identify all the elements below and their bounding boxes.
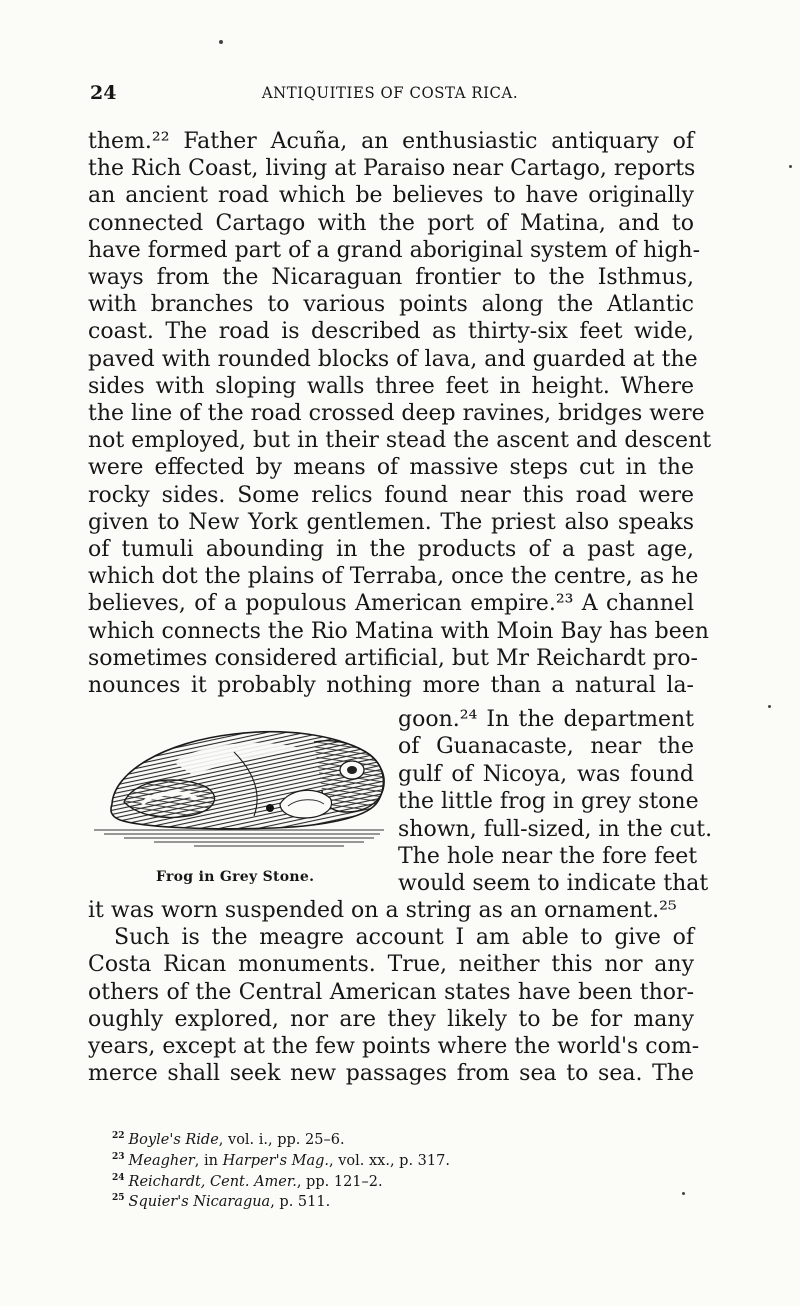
footnote-number: 24: [112, 1172, 125, 1183]
body-text: [88, 128, 712, 699]
text-line: The hole near the fore feet: [398, 844, 698, 870]
text-line: gulf of Nicoya, was found: [398, 761, 694, 787]
footnotes: [112, 1128, 632, 1211]
running-head: ANTIQUITIES OF COSTA RICA.: [261, 84, 519, 102]
text-line: given to New York gentlemen. The priest also speaks: [88, 509, 694, 535]
text-line: were effected by means of massive steps cut in the: [88, 455, 694, 481]
wrapped-text: [398, 706, 713, 898]
text-line: years, except at the few points where the world's com-: [88, 1034, 700, 1060]
text-line: of tumuli abounding in the products of a past age,: [88, 537, 694, 563]
footnote-number: 25: [112, 1193, 125, 1204]
text-line: Such is the meagre account I am able to give of: [114, 925, 694, 951]
text-line: the line of the road crossed deep ravines, bridges were: [88, 401, 705, 427]
text-line: oughly explored, nor are they likely to be for many: [88, 1006, 694, 1032]
text-line: of Guanacaste, near the: [398, 734, 694, 760]
page-number: 24: [90, 82, 117, 104]
page-header: [90, 82, 690, 112]
footnote-work: Squier's Nicaragua: [128, 1194, 271, 1211]
text-line: others of the Central American states have been thor-: [88, 979, 694, 1005]
text-line: Costa Rican monuments. True, neither this nor any: [88, 952, 694, 978]
text-line: an ancient road which be believes to have originally: [88, 183, 694, 209]
footnote: [112, 1190, 632, 1211]
text-line: which dot the plains of Terraba, once the centre, as he: [88, 564, 699, 590]
text-line: sides with sloping walls three feet in height. Where: [88, 373, 694, 399]
text-line: rocky sides. Some relics found near this road were: [88, 482, 694, 508]
text-line: sometimes considered artificial, but Mr Reichardt pro-: [88, 645, 698, 671]
text-line: paved with rounded blocks of lava, and guarded at the: [88, 346, 698, 372]
footnote-text: , p. 511.: [270, 1194, 331, 1211]
text-line: merce shall seek new passages from sea to sea. The: [88, 1061, 694, 1087]
footnote: [112, 1149, 632, 1170]
footnote-work: Reichardt, Cent. Amer.: [128, 1173, 297, 1190]
text-line: it was worn suspended on a string as an ornament.²⁵: [88, 898, 677, 923]
print-speck: [219, 40, 223, 44]
text-line: which connects the Rio Matina with Moin Bay has been: [88, 618, 709, 644]
footnote: [112, 1128, 632, 1149]
figure-frog: [84, 712, 392, 892]
text-line: with branches to various points along the Atlantic: [88, 292, 694, 318]
text-line: would seem to indicate that: [398, 871, 709, 897]
text-line: them.²² Father Acuña, an enthusiastic antiquary of: [88, 129, 694, 154]
footnote-work: Boyle's Ride: [128, 1131, 219, 1148]
text-line: not employed, but in their stead the ascent and descent: [88, 428, 712, 454]
footnote-number: 22: [112, 1131, 125, 1141]
text-line: have formed part of a grand aboriginal system of high-: [88, 237, 701, 263]
text-line: the little frog in grey stone: [398, 789, 699, 815]
text-line: ways from the Nicaraguan frontier to the Isthmus,: [88, 265, 694, 291]
print-speck: [682, 1192, 685, 1195]
text-line: shown, full-sized, in the cut.: [398, 816, 713, 842]
footnote: [112, 1170, 632, 1191]
text-line: goon.²⁴ In the department: [398, 707, 694, 732]
frog-engraving: [84, 712, 392, 862]
text-line: coast. The road is described as thirty-six feet wide,: [88, 319, 694, 345]
footnote-text: , pp. 121–2.: [296, 1173, 383, 1190]
text-line: nounces it probably nothing more than a natural la-: [88, 673, 694, 699]
footnote-work: Harper's Mag.: [222, 1152, 329, 1169]
text-line: connected Cartago with the port of Matina, and to: [88, 210, 694, 236]
footnote-number: 23: [112, 1151, 125, 1162]
text-line: believes, of a populous American empire.²³ A channel: [88, 591, 694, 617]
print-speck: [789, 165, 792, 168]
footnote-text: , vol. xx., p. 317.: [329, 1152, 450, 1169]
print-speck: [768, 705, 771, 708]
footnote-text: , vol. i., pp. 25–6.: [218, 1131, 345, 1148]
footnote-text: , in: [194, 1152, 223, 1169]
text-line: the Rich Coast, living at Paraiso near Cartago, reports: [88, 156, 696, 182]
figure-caption: Frog in Grey Stone.: [156, 869, 315, 885]
body-text-continued: [88, 897, 700, 1087]
footnote-work: Meagher: [128, 1152, 195, 1169]
